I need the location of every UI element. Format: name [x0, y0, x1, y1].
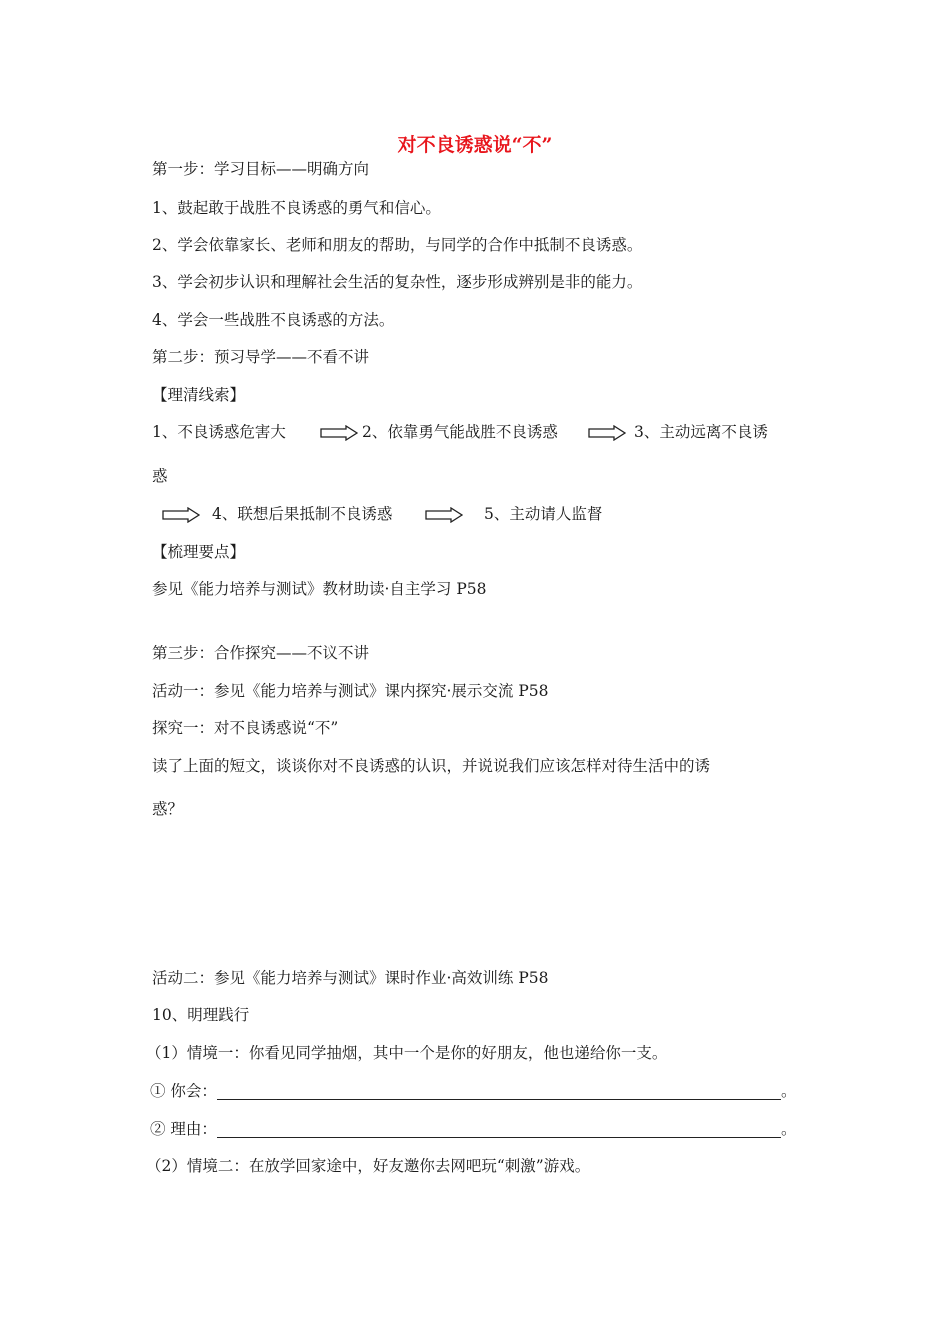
question-line: 读了上面的短文，谈谈你对不良诱惑的认识，并说说我们应该怎样对待生活中的诱 [152, 757, 711, 775]
step3-heading: 第三步：合作探究——不议不讲 [152, 644, 370, 662]
answer-label: ① 你会： [150, 1082, 217, 1100]
goal-item: 1、鼓起敢于战胜不良诱惑的勇气和信心。 [152, 199, 441, 217]
item10-heading: 10、明理践行 [152, 1006, 250, 1024]
goal-item: 3、学会初步认识和理解社会生活的复杂性，逐步形成辨别是非的能力。 [152, 273, 643, 291]
clues-heading: 【理清线索】 [152, 386, 246, 404]
flow-item-3-wrap: 惑 [152, 467, 168, 485]
answer-blank[interactable] [217, 1083, 781, 1100]
scene2: （2）情境二：在放学回家途中，好友邀你去网吧玩“刺激”游戏。 [146, 1157, 591, 1175]
points-heading: 【梳理要点】 [152, 543, 246, 561]
activity2: 活动二：参见《能力培养与测试》课时作业·高效训练 P58 [152, 969, 549, 987]
flow-item-5: 5、主动请人监督 [484, 505, 603, 523]
answer-period: 。 [780, 1082, 797, 1100]
flow-item-1: 1、不良诱惑危害大 [152, 423, 286, 441]
flow-item-2: 2、依靠勇气能战胜不良诱惑 [362, 423, 558, 441]
right-arrow-icon [162, 507, 200, 523]
right-arrow-icon [425, 507, 463, 523]
document-title: 对不良诱惑说“不” [397, 134, 553, 156]
scene1: （1）情境一：你看见同学抽烟，其中一个是你的好朋友，他也递给你一支。 [146, 1044, 668, 1062]
step1-heading: 第一步：学习目标——明确方向 [152, 160, 370, 178]
explore1: 探究一：对不良诱惑说“不” [152, 719, 339, 737]
reason-period: 。 [780, 1120, 797, 1138]
step2-heading: 第二步：预习导学——不看不讲 [152, 348, 370, 366]
right-arrow-icon [588, 425, 626, 441]
activity1: 活动一：参见《能力培养与测试》课内探究·展示交流 P58 [152, 682, 549, 700]
reason-label: ② 理由： [150, 1120, 217, 1138]
right-arrow-icon [320, 425, 358, 441]
goal-item: 2、学会依靠家长、老师和朋友的帮助，与同学的合作中抵制不良诱惑。 [152, 236, 643, 254]
reason-blank[interactable] [217, 1121, 781, 1138]
question-line: 惑？ [152, 800, 184, 818]
reason-row [150, 1119, 796, 1139]
flow-item-3: 3、主动远离不良诱 [634, 423, 768, 441]
goal-item: 4、学会一些战胜不良诱惑的方法。 [152, 311, 395, 329]
flow-item-4: 4、联想后果抵制不良诱惑 [212, 505, 393, 523]
answer-row [150, 1081, 796, 1101]
points-reference: 参见《能力培养与测试》教材助读·自主学习 P58 [152, 580, 487, 598]
